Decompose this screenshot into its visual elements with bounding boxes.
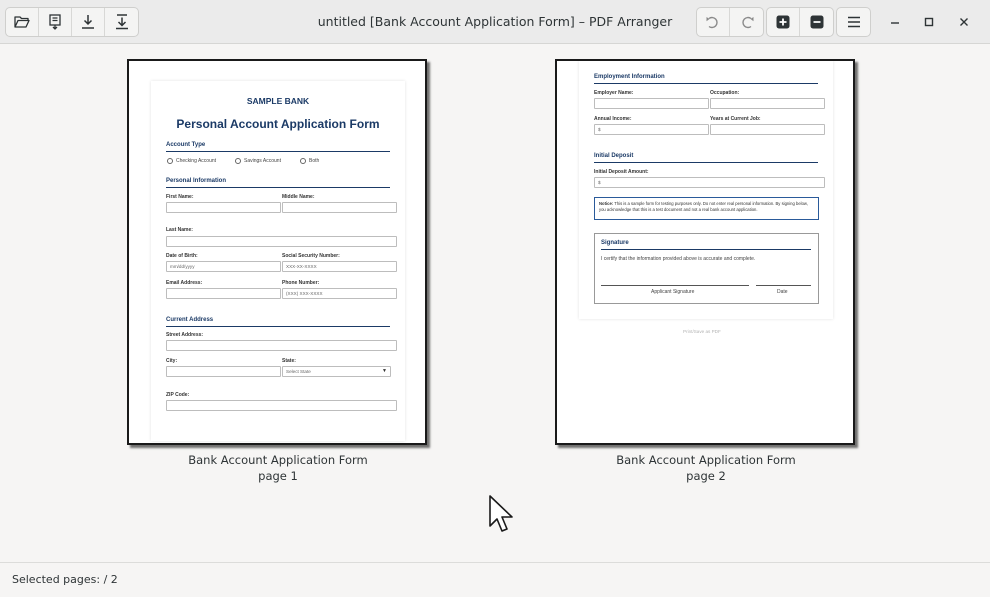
signature-line[interactable] [601, 285, 749, 286]
years-label: Years at Current Job: [710, 116, 761, 122]
email-field[interactable] [166, 288, 281, 299]
street-label: Street Address: [166, 332, 204, 338]
save-as-icon [115, 14, 129, 30]
last-name-field[interactable] [166, 236, 397, 247]
maximize-button[interactable] [919, 12, 939, 32]
section-employment: Employment Information [594, 74, 665, 80]
minimize-icon [890, 17, 900, 27]
file-button-group [5, 7, 139, 37]
redo-button[interactable] [730, 8, 763, 36]
income-label: Annual Income: [594, 116, 632, 122]
dob-field[interactable]: mm/dd/yyyy [166, 261, 281, 272]
menu-button-group [836, 7, 871, 37]
bank-name: SAMPLE BANK [246, 96, 310, 106]
zoom-in-icon [776, 15, 790, 29]
caption-title: Bank Account Application Form [616, 453, 796, 467]
header-bar [0, 0, 990, 44]
close-icon [959, 17, 969, 27]
years-field[interactable] [710, 124, 825, 135]
notice-box [594, 197, 819, 220]
main-menu-button[interactable] [837, 8, 870, 36]
street-field[interactable] [166, 340, 397, 351]
state-select-value: Select State [286, 369, 311, 374]
save-icon [81, 14, 95, 30]
zoom-out-icon [810, 15, 824, 29]
city-field[interactable] [166, 366, 281, 377]
applicant-signature-label: Applicant Signature [651, 289, 695, 295]
deposit-amount-field[interactable]: $ [594, 177, 825, 188]
undo-icon [705, 15, 721, 29]
caption-title: Bank Account Application Form [188, 453, 368, 467]
divider [594, 83, 818, 84]
divider [166, 151, 390, 152]
open-button[interactable] [6, 8, 39, 36]
divider [594, 162, 818, 163]
radio-label: Checking Account [176, 158, 217, 164]
insert-file-icon [48, 14, 62, 30]
section-personal-info: Personal Information [166, 178, 227, 184]
status-bar [0, 562, 990, 597]
middle-name-label: Middle Name: [282, 194, 315, 200]
print-note: Print/Save as PDF [683, 329, 721, 334]
radio-checking[interactable] [167, 158, 216, 164]
history-button-group [696, 7, 764, 37]
divider [166, 326, 390, 327]
zoom-out-button[interactable] [800, 8, 833, 36]
email-label: Email Address: [166, 280, 203, 286]
phone-field[interactable]: (XXX) XXX-XXXX [282, 288, 397, 299]
ssn-field[interactable]: XXX-XX-XXXX [282, 261, 397, 272]
open-folder-icon [14, 15, 30, 29]
main-menu-icon [847, 16, 861, 28]
date-line[interactable] [756, 285, 811, 286]
notice-text: This is a sample form for testing purposes only. Do not enter real personal information. By signing below, you acknowledge that this is a test document and not a real bank account application. [599, 201, 808, 212]
dob-label: Date of Birth: [166, 253, 198, 259]
divider [601, 249, 811, 250]
state-label: State: [282, 358, 296, 364]
window-title: untitled [Bank Account Application Form] – PDF Arranger [317, 14, 673, 29]
save-button[interactable] [72, 8, 105, 36]
last-name-label: Last Name: [166, 227, 193, 233]
page-1-content [151, 61, 405, 445]
selected-pages-status: Selected pages: / 2 [12, 573, 118, 586]
signature-box [594, 233, 819, 304]
certify-text: I certify that the information provided above is accurate and complete. [601, 256, 756, 262]
radio-label: Both [309, 158, 320, 164]
occupation-label: Occupation: [710, 90, 740, 96]
first-name-field[interactable] [166, 202, 281, 213]
undo-button[interactable] [697, 8, 730, 36]
caption-page: page 1 [258, 469, 298, 483]
state-select[interactable] [282, 366, 391, 377]
mouse-cursor-icon [488, 494, 516, 534]
chevron-down-icon: ▼ [382, 368, 387, 374]
page-thumbnail-2[interactable] [555, 59, 855, 445]
ssn-label: Social Security Number: [282, 253, 340, 259]
radio-both[interactable] [300, 158, 319, 164]
zip-field[interactable] [166, 400, 397, 411]
signature-heading: Signature [601, 240, 629, 246]
section-account-type: Account Type [166, 142, 206, 148]
divider [166, 187, 390, 188]
page-caption-2 [556, 452, 856, 484]
maximize-icon [924, 17, 934, 27]
close-button[interactable] [954, 12, 974, 32]
first-name-label: First Name: [166, 194, 194, 200]
deposit-amount-label: Initial Deposit Amount: [594, 169, 649, 175]
employer-label: Employer Name: [594, 90, 634, 96]
employer-field[interactable] [594, 98, 709, 109]
section-current-address: Current Address [166, 317, 214, 323]
insert-button[interactable] [39, 8, 72, 36]
zoom-button-group [766, 7, 834, 37]
form-title: Personal Account Application Form [176, 117, 380, 131]
zoom-in-button[interactable] [767, 8, 800, 36]
page-2-content [579, 61, 833, 445]
income-field[interactable]: $ [594, 124, 709, 135]
city-label: City: [166, 358, 178, 364]
page-caption-1 [128, 452, 428, 484]
occupation-field[interactable] [710, 98, 825, 109]
caption-page: page 2 [686, 469, 726, 483]
middle-name-field[interactable] [282, 202, 397, 213]
notice-label: Notice: [599, 201, 614, 206]
phone-label: Phone Number: [282, 280, 320, 286]
section-initial-deposit: Initial Deposit [594, 153, 634, 159]
date-label: Date [777, 289, 788, 295]
page-thumbnail-1[interactable] [127, 59, 427, 445]
save-as-button[interactable] [105, 8, 138, 36]
radio-label: Savings Account [244, 158, 281, 164]
minimize-button[interactable] [885, 12, 905, 32]
redo-icon [739, 15, 755, 29]
radio-savings[interactable] [235, 158, 281, 164]
zip-label: ZIP Code: [166, 392, 190, 398]
